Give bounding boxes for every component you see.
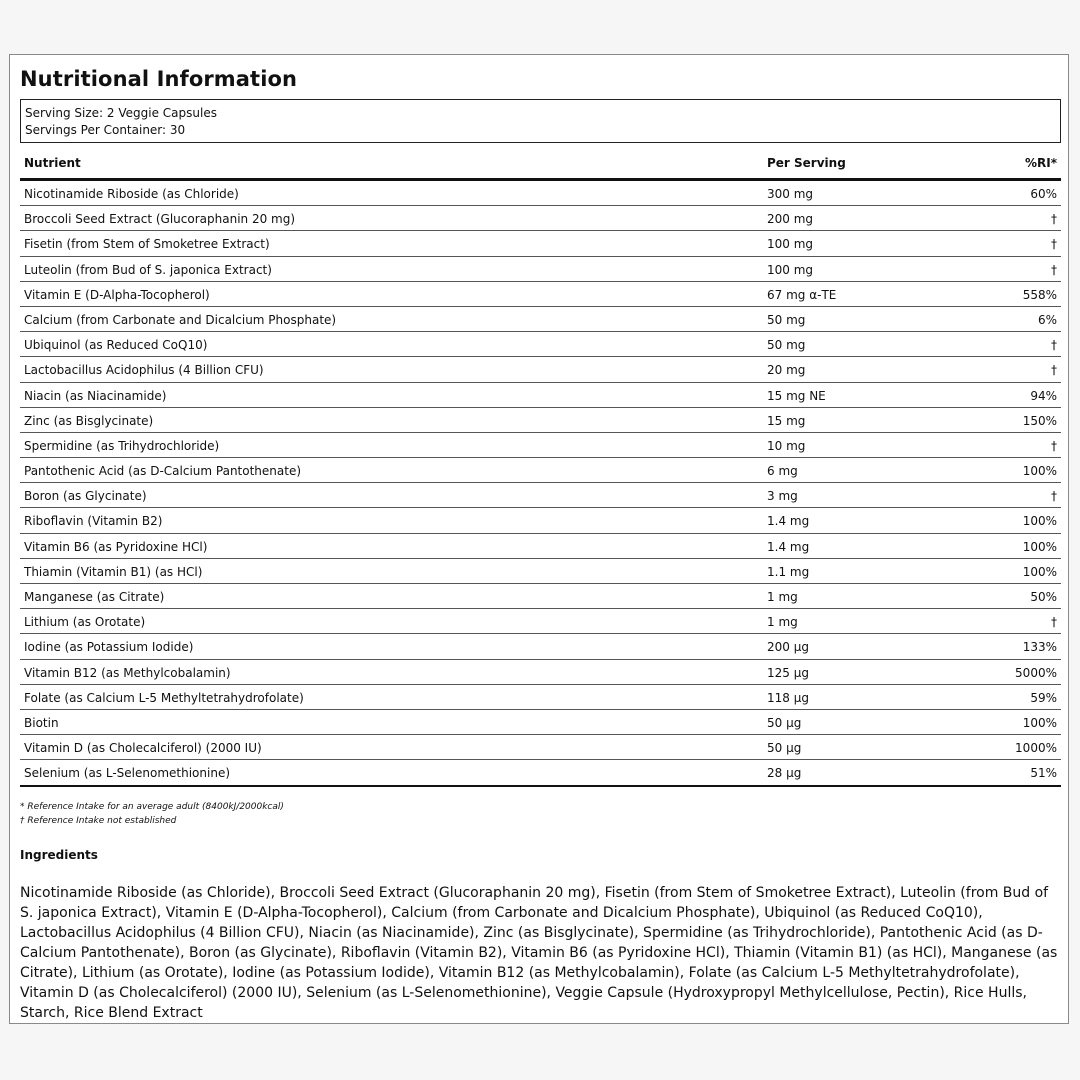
- per-serving-value: 1.4 mg: [767, 514, 810, 529]
- table-row: [20, 735, 1061, 760]
- ri-value: †: [1051, 212, 1057, 227]
- nutrient-name: Ubiquinol (as Reduced CoQ10): [24, 338, 208, 353]
- nutrient-name: Luteolin (from Bud of S. japonica Extract): [24, 262, 272, 277]
- ri-value: 558%: [1022, 287, 1057, 302]
- ri-value: 1000%: [1015, 741, 1057, 756]
- table-row: [20, 231, 1061, 256]
- ri-value: 5000%: [1015, 665, 1057, 680]
- footnote-ri: * Reference Intake for an average adult (8400kJ/2000kcal): [20, 802, 284, 812]
- table-row: [20, 307, 1061, 332]
- nutrient-table: [20, 150, 1061, 787]
- nutrient-name: Folate (as Calcium L-5 Methyltetrahydrofolate): [24, 690, 304, 705]
- nutrient-name: Iodine (as Potassium Iodide): [24, 640, 194, 655]
- table-row: [20, 458, 1061, 483]
- per-serving-value: 1.1 mg: [767, 564, 810, 579]
- ri-value: †: [1051, 237, 1057, 252]
- nutrient-name: Riboflavin (Vitamin B2): [24, 514, 163, 529]
- nutrient-name: Broccoli Seed Extract (Glucoraphanin 20 mg): [24, 212, 296, 227]
- per-serving-value: 118 µg: [767, 690, 809, 705]
- ingredients-text: Nicotinamide Riboside (as Chloride), Broccoli Seed Extract (Glucoraphanin 20 mg), Fisetin (from Stem of Smoketree Extract), Luteolin (from Bud of S. japonica Extract), Vitamin E (D-Alpha-Tocopherol), Calcium (from Carbonate and Dicalcium Phosphate), Ubiquinol (as Reduced CoQ10), Lactobacillus Acidophilus (4 Billion CFU), Niacin (as Niacinamide), Zinc (as Bisglycinate), Spermidine (as Trihydrochloride), Pantothenic Acid (as D-Calcium Pantothenate), Boron (as Glycinate), Riboflavin (Vitamin B2), Vitamin B6 (as Pyridoxine HCl), Thiamin (Vitamin B1) (as HCl), Manganese (as Citrate), Lithium (as Orotate), Iodine (as Potassium Iodide), Vitamin B12 (as Methylcobalamin), Folate (as Calcium L-5 Methyltetrahydrofolate), Vitamin D (as Cholecalciferol) (2000 IU), Selenium (as L-Selenomethionine), Veggie Capsule (Hydroxypropyl Methylcellulose, Pectin), Rice Hulls, Starch, Rice Blend Extract: [20, 885, 1058, 1021]
- ri-value: 100%: [1022, 464, 1057, 479]
- nutrient-name: Calcium (from Carbonate and Dicalcium Phosphate): [24, 312, 337, 327]
- footnote-dagger: † Reference Intake not established: [20, 816, 177, 826]
- table-row: [20, 181, 1061, 206]
- table-row: [20, 660, 1061, 685]
- nutrient-name: Vitamin E (D-Alpha-Tocopherol): [24, 287, 210, 302]
- nutrient-name: Nicotinamide Riboside (as Chloride): [24, 187, 239, 201]
- nutrient-name: Vitamin B12 (as Methylcobalamin): [24, 665, 231, 680]
- nutrient-name: Biotin: [24, 715, 59, 730]
- ri-value: 6%: [1037, 312, 1057, 327]
- per-serving-value: 50 µg: [767, 741, 802, 756]
- per-serving-value: 125 µg: [767, 665, 809, 680]
- nutrient-name: Lithium (as Orotate): [24, 615, 146, 630]
- ri-value: †: [1051, 363, 1057, 378]
- table-row: [20, 433, 1061, 458]
- nutrient-name: Zinc (as Bisglycinate): [24, 413, 154, 428]
- ri-value: †: [1051, 262, 1057, 277]
- ri-value: 59%: [1030, 690, 1057, 705]
- nutrient-name: Thiamin (Vitamin B1) (as HCl): [24, 564, 203, 579]
- nutrient-name: Vitamin D (as Cholecalciferol) (2000 IU): [24, 741, 262, 756]
- nutrient-name: Boron (as Glycinate): [24, 489, 147, 504]
- ri-value: 150%: [1022, 413, 1057, 428]
- header-per-serving: Per Serving: [767, 156, 846, 170]
- header-nutrient: Nutrient: [24, 156, 81, 170]
- table-row: [20, 508, 1061, 533]
- nutrition-panel: [9, 54, 1069, 1024]
- ri-value: 100%: [1022, 564, 1057, 579]
- ri-value: †: [1051, 615, 1057, 630]
- table-row: [20, 584, 1061, 609]
- ri-value: 100%: [1022, 539, 1057, 554]
- ri-value: 100%: [1022, 514, 1057, 529]
- serving-box: [20, 99, 1061, 143]
- table-row: [20, 282, 1061, 307]
- per-serving-value: 20 mg: [767, 363, 806, 378]
- table-row: [20, 710, 1061, 735]
- table-row: [20, 383, 1061, 408]
- table-row: [20, 760, 1061, 786]
- table-row: [20, 206, 1061, 231]
- serving-size: Serving Size: 2 Veggie Capsules: [25, 106, 217, 120]
- per-serving-value: 200 mg: [767, 212, 814, 227]
- ri-value: 94%: [1030, 388, 1057, 403]
- table-row: [20, 357, 1061, 382]
- nutrient-name: Manganese (as Citrate): [24, 590, 165, 604]
- nutrient-name: Selenium (as L-Selenomethionine): [24, 766, 231, 781]
- per-serving-value: 28 µg: [767, 766, 802, 781]
- table-row: [20, 609, 1061, 634]
- ri-value: †: [1051, 438, 1057, 453]
- servings-per-container: Servings Per Container: 30: [25, 123, 186, 137]
- per-serving-value: 100 mg: [767, 237, 814, 252]
- nutrient-name: Fisetin (from Stem of Smoketree Extract): [24, 237, 270, 252]
- table-row: [20, 408, 1061, 433]
- table-row: [20, 559, 1061, 584]
- per-serving-value: 1.4 mg: [767, 539, 810, 554]
- per-serving-value: 50 mg: [767, 312, 806, 327]
- nutrient-name: Spermidine (as Trihydrochloride): [24, 438, 220, 453]
- table-header: [20, 150, 1061, 181]
- table-row: [20, 685, 1061, 710]
- per-serving-value: 67 mg α-TE: [767, 287, 837, 302]
- per-serving-value: 300 mg: [767, 187, 814, 201]
- per-serving-value: 3 mg: [767, 489, 798, 504]
- per-serving-value: 1 mg: [767, 615, 798, 630]
- per-serving-value: 100 mg: [767, 262, 814, 277]
- table-row: [20, 332, 1061, 357]
- table-row: [20, 534, 1061, 559]
- table-row: [20, 257, 1061, 282]
- header-ri: %RI*: [1024, 156, 1057, 170]
- per-serving-value: 1 mg: [767, 590, 798, 604]
- footnotes: [20, 800, 284, 828]
- per-serving-value: 200 µg: [767, 640, 809, 655]
- per-serving-value: 50 mg: [767, 338, 806, 353]
- ri-value: 60%: [1030, 187, 1057, 201]
- ingredients-title: Ingredients: [20, 848, 98, 862]
- ri-value: 51%: [1030, 766, 1057, 781]
- ri-value: †: [1051, 489, 1057, 504]
- ri-value: 133%: [1022, 640, 1057, 655]
- per-serving-value: 50 µg: [767, 715, 802, 730]
- per-serving-value: 15 mg NE: [767, 388, 826, 403]
- per-serving-value: 6 mg: [767, 464, 798, 479]
- ri-value: 100%: [1022, 715, 1057, 730]
- per-serving-value: 15 mg: [767, 413, 806, 428]
- table-row: [20, 483, 1061, 508]
- page-title: Nutritional Information: [20, 67, 298, 91]
- table-row: [20, 634, 1061, 659]
- nutrient-name: Pantothenic Acid (as D-Calcium Pantothenate): [24, 464, 302, 479]
- nutrient-name: Vitamin B6 (as Pyridoxine HCl): [24, 539, 208, 554]
- per-serving-value: 10 mg: [767, 438, 806, 453]
- nutrient-name: Lactobacillus Acidophilus (4 Billion CFU): [24, 363, 264, 378]
- ri-value: 50%: [1030, 590, 1057, 604]
- ri-value: †: [1051, 338, 1057, 353]
- nutrient-name: Niacin (as Niacinamide): [24, 388, 167, 403]
- table-body: [20, 181, 1061, 787]
